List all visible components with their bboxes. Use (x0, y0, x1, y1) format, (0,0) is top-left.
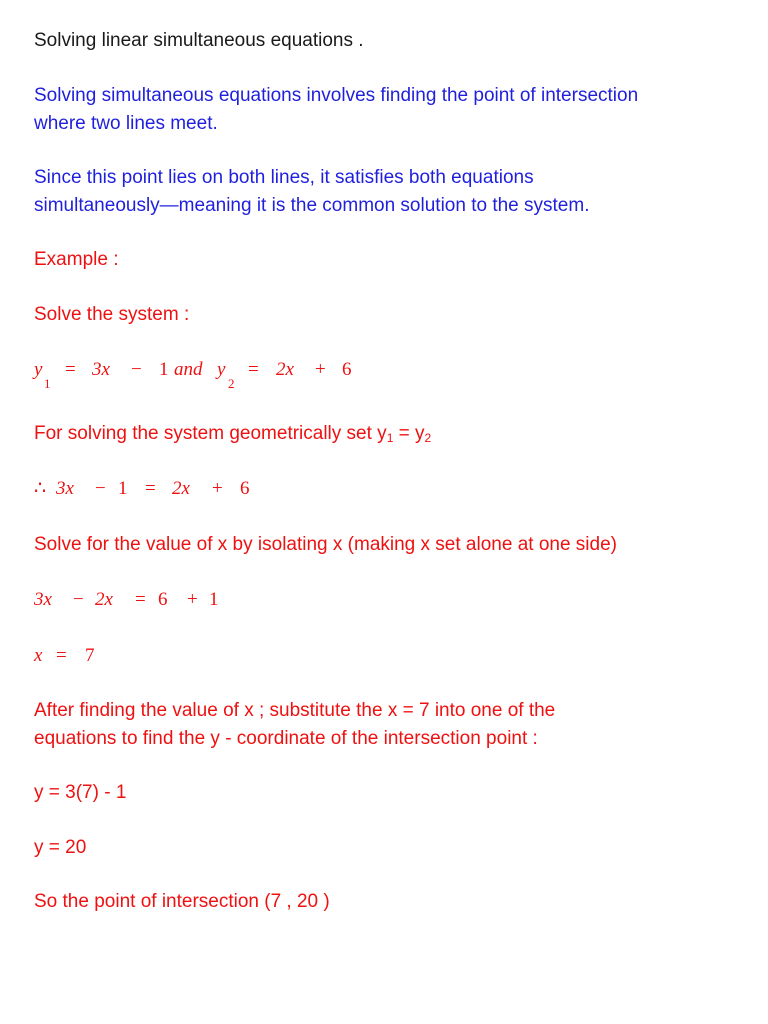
minus-sign: − (95, 478, 106, 499)
intro-paragraph-2-line-1: Since this point lies on both lines, it satisfies both equations (34, 167, 534, 188)
subscript-1: 1 (44, 376, 51, 391)
conclusion-text: So the point of intersection (7 , 20 ) (34, 891, 330, 912)
minus-sign: − (131, 359, 142, 380)
constant-6: 6 (342, 359, 352, 380)
geometric-instruction: For solving the system geometrically set y1 = y2 (34, 423, 432, 445)
equals-sign-2: = (248, 359, 259, 380)
term-3x: 3x (34, 589, 52, 610)
constant-1: 1 (159, 359, 169, 380)
term-3x: 3x (56, 478, 74, 499)
plus-sign: + (212, 478, 223, 499)
value-7: 7 (85, 645, 95, 666)
term-2x: 2x (276, 359, 294, 380)
intro-paragraph-1-line-1: Solving simultaneous equations involves finding the point of intersection (34, 85, 639, 106)
equation-step-2 (34, 586, 334, 614)
example-instruction: Solve the system : (34, 304, 190, 325)
term-3x: 3x (92, 359, 110, 380)
example-heading: Example : (34, 249, 119, 270)
constant-1: 1 (209, 589, 219, 610)
var-y2: y (217, 359, 226, 380)
equation-step-1 (34, 475, 334, 503)
calculation-line-2: y = 20 (34, 837, 87, 858)
var-y1: y (34, 359, 43, 380)
constant-6: 6 (158, 589, 168, 610)
equals-sign: = (56, 645, 67, 666)
intro-paragraph-2-line-2: simultaneously—meaning it is the common solution to the system. (34, 195, 590, 216)
page-title: Solving linear simultaneous equations . (34, 30, 364, 51)
substitute-instruction-line-1: After finding the value of x ; substitute the x = 7 into one of the (34, 700, 556, 721)
intro-paragraph-1-line-2: where two lines meet. (34, 113, 218, 134)
constant-6: 6 (240, 478, 250, 499)
plus-sign: + (315, 359, 326, 380)
var-x: x (34, 645, 43, 666)
substitute-instruction-line-2: equations to find the y - coordinate of the intersection point : (34, 728, 538, 749)
subscript-2: 2 (228, 376, 235, 391)
term-2x: 2x (95, 589, 113, 610)
system-equations (34, 356, 434, 390)
minus-sign: − (73, 589, 84, 610)
term-2x: 2x (172, 478, 190, 499)
calculation-line-1: y = 3(7) - 1 (34, 782, 127, 803)
therefore-symbol: ∴ (34, 478, 47, 499)
word-and: and (174, 359, 203, 380)
constant-1: 1 (118, 478, 128, 499)
equals-sign: = (65, 359, 76, 380)
equation-step-3 (34, 642, 154, 670)
equals-sign: = (135, 589, 146, 610)
plus-sign: + (187, 589, 198, 610)
isolate-instruction: Solve for the value of x by isolating x (making x set alone at one side) (34, 534, 617, 555)
equals-sign: = (145, 478, 156, 499)
